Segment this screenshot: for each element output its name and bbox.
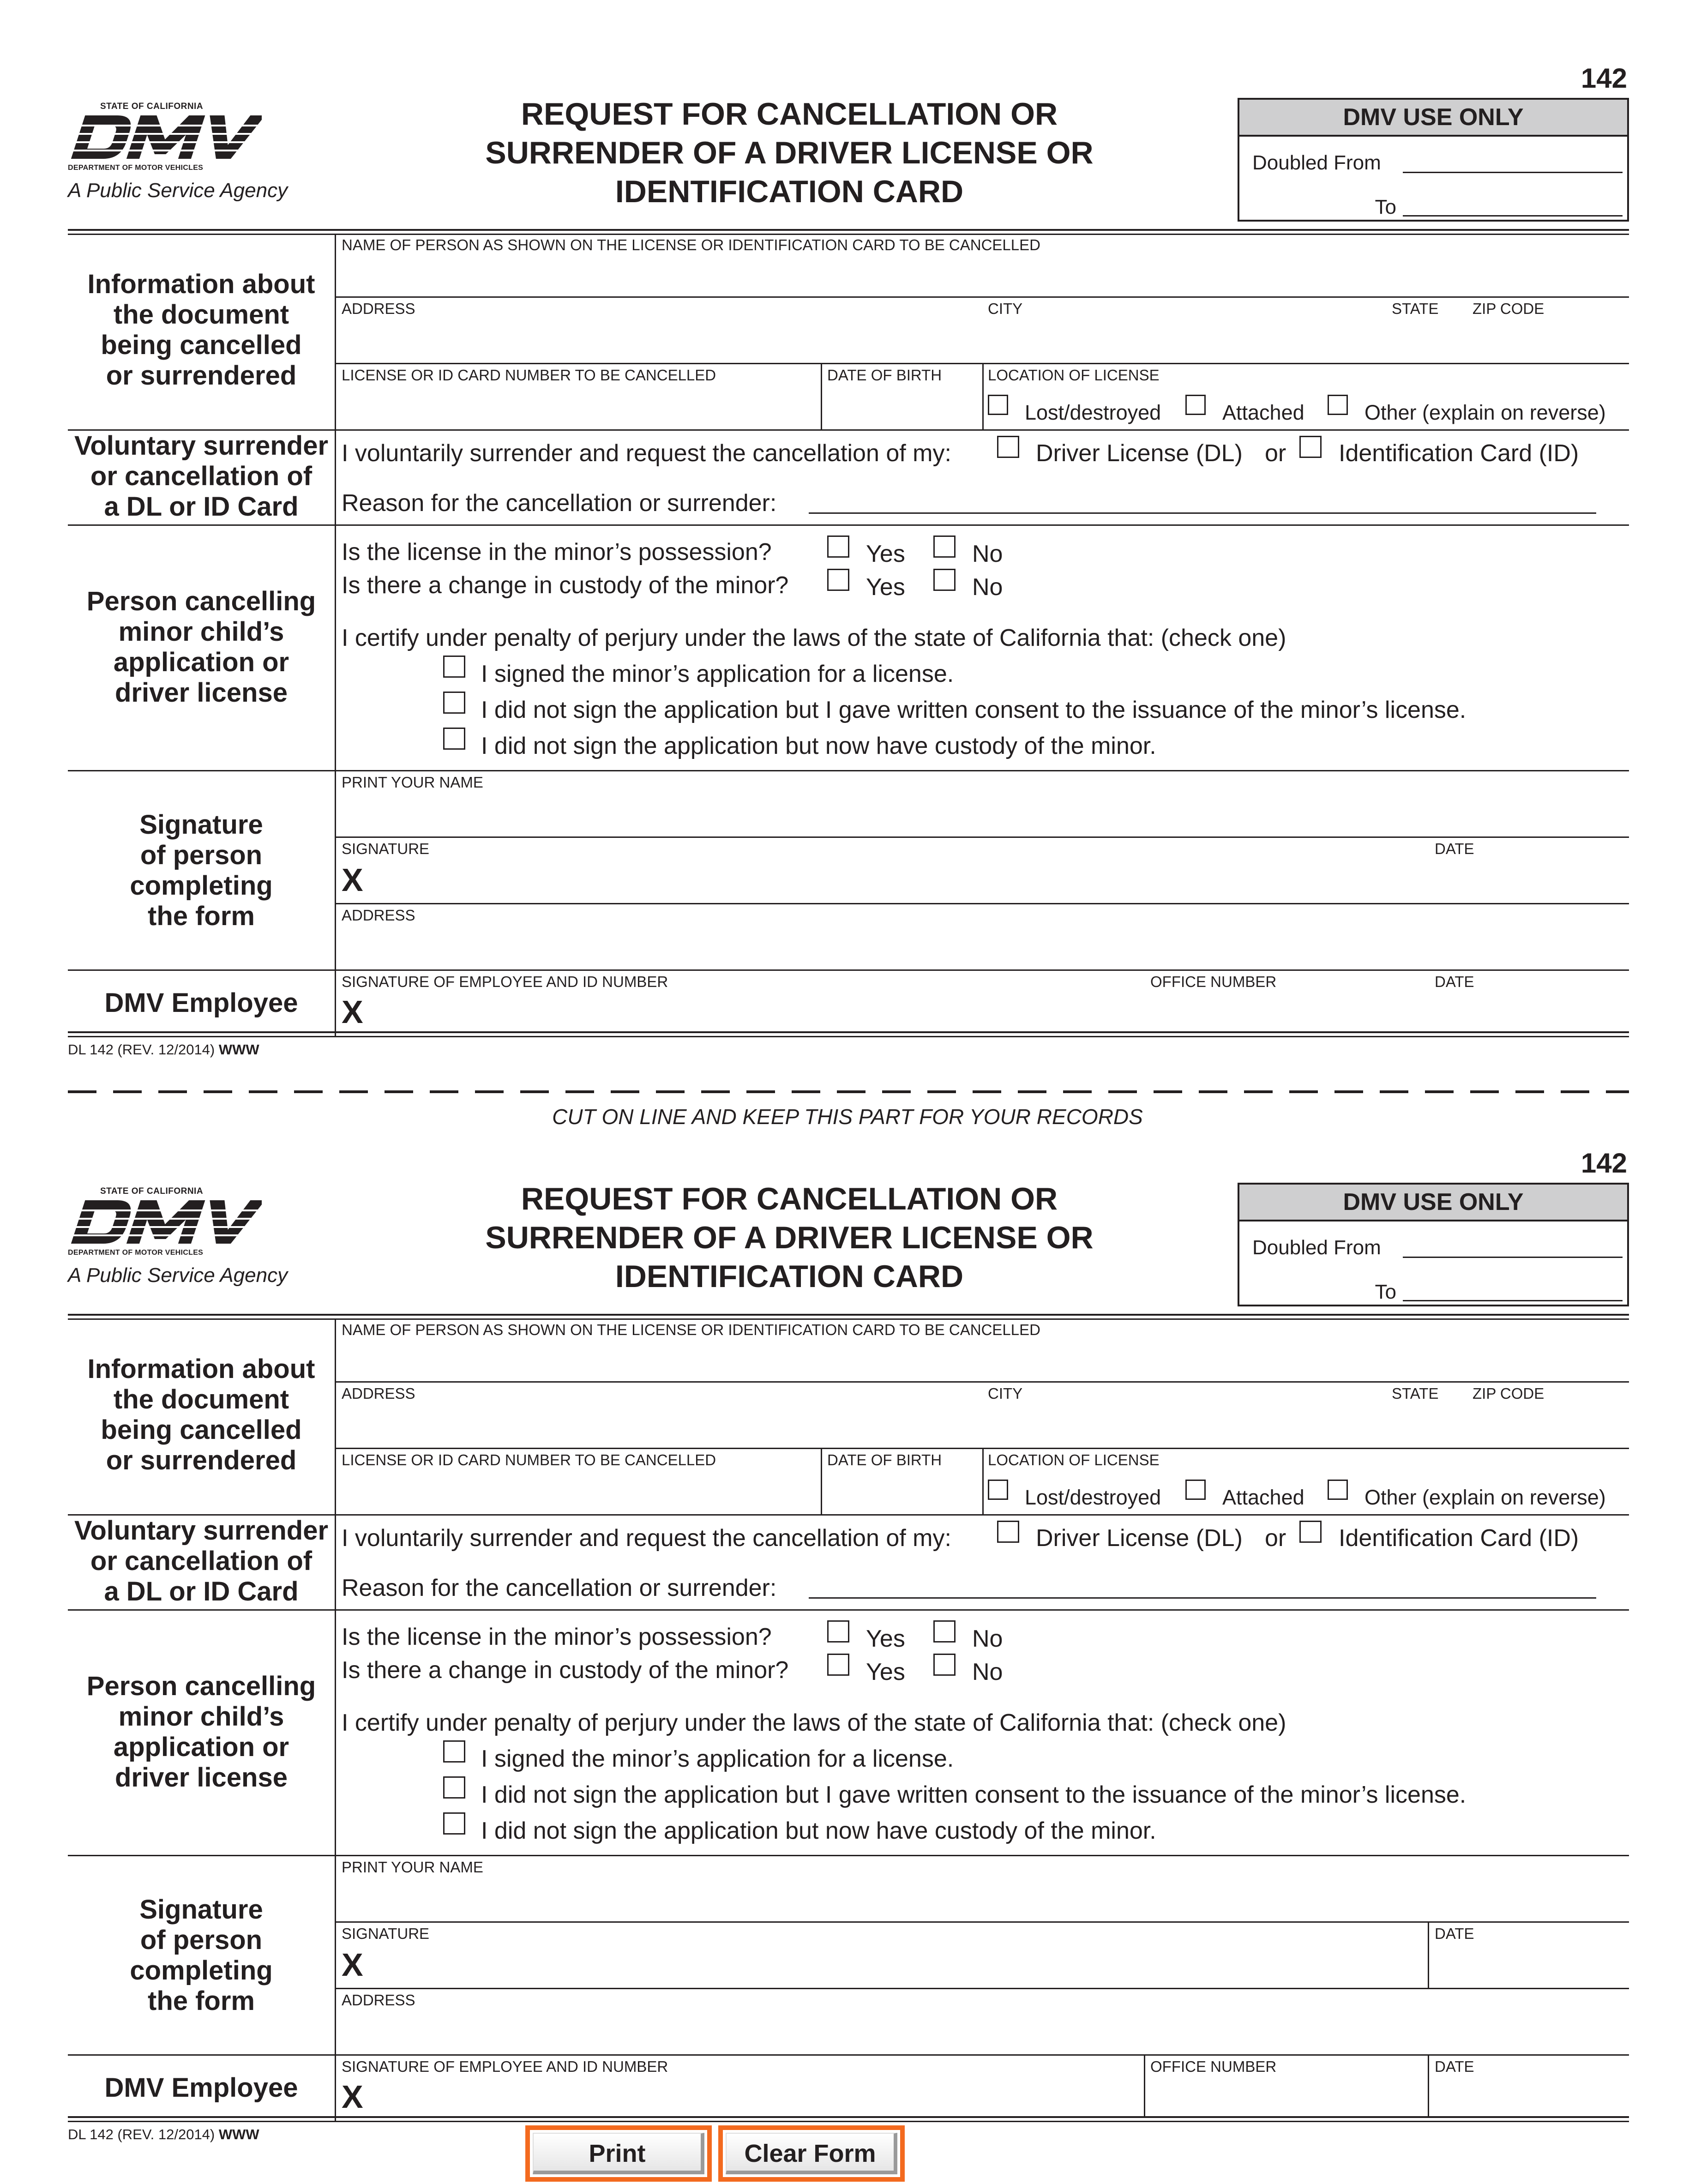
divider [821,1448,822,1514]
certify-option-3-checkbox[interactable] [443,1812,465,1835]
dmv-logo [68,1186,326,1288]
doubled-from-label: Doubled From [1252,151,1381,174]
divider [68,229,1629,231]
dmv-use-only-box [1238,1183,1629,1306]
location-label: LOCATION OF LICENSE [988,367,1160,384]
dmv-logo [68,102,326,203]
other-checkbox[interactable] [1328,395,1348,415]
state-field-label: STATE [1392,300,1439,317]
lost-destroyed-checkbox[interactable] [988,1480,1008,1500]
divider [68,1855,1629,1856]
certify-statement: I certify under penalty of perjury under the laws of the state of California that: (check one) [342,625,1286,651]
employee-signature-label: SIGNATURE OF EMPLOYEE AND ID NUMBER [342,2058,668,2075]
certify-option-2-label: I did not sign the application but I gave written consent to the issuance of the minor’s license. [481,1781,1467,1808]
dmv-use-only-header: DMV USE ONLY [1239,1185,1627,1221]
section-label-employee: DMV Employee [104,988,298,1018]
reason-label: Reason for the cancellation or surrender: [342,490,777,517]
or-text: or [1265,440,1286,467]
possession-yes-label: Yes [866,541,905,567]
divider [68,1314,1629,1316]
possession-yes-label: Yes [866,1625,905,1652]
section-label-signature: Signature of person completing the form [130,810,273,931]
or-text: or [1265,1525,1286,1552]
name-field-label: NAME OF PERSON AS SHOWN ON THE LICENSE OR IDENTIFICATION CARD TO BE CANCELLED [342,236,1040,253]
office-number-label: OFFICE NUMBER [1150,2058,1277,2075]
possession-yes-checkbox[interactable] [827,1620,849,1643]
other-checkbox[interactable] [1328,1480,1348,1500]
doubled-from-line[interactable] [1403,172,1623,173]
form-title: REQUEST FOR CANCELLATION OR SURRENDER OF A DRIVER LICENSE OR IDENTIFICATION CARD [485,1181,1094,1294]
reason-label: Reason for the cancellation or surrender: [342,1575,777,1601]
revision-text: DL 142 (REV. 12/2014) WWW [68,1041,259,1058]
divider [1144,2054,1145,2116]
name-field[interactable] [335,296,1629,298]
possession-no-checkbox[interactable] [933,1620,956,1643]
to-label: To [1375,1281,1396,1303]
divider [68,2121,1629,2122]
possession-yes-checkbox[interactable] [827,535,849,558]
certify-statement: I certify under penalty of perjury under the laws of the state of California that: (check one) [342,1709,1286,1736]
employee-x-mark: X [342,2079,363,2115]
state-field-label: STATE [1392,1385,1439,1402]
id-card-checkbox[interactable] [1299,1521,1322,1543]
certify-option-1-checkbox[interactable] [443,1740,465,1763]
employee-date-label: DATE [1435,2058,1474,2075]
other-label: Other (explain on reverse) [1364,1486,1606,1509]
divider [68,2116,1629,2118]
signature-field[interactable] [335,903,1629,904]
dob-label: DATE OF BIRTH [827,367,942,384]
divider [821,363,822,429]
id-card-label: Identification Card (ID) [1339,1525,1579,1552]
section-label-employee: DMV Employee [104,2073,298,2103]
certify-option-2-checkbox[interactable] [443,1776,465,1799]
signature-label: SIGNATURE [342,840,430,857]
custody-no-label: No [972,1659,1003,1685]
signature-address-label: ADDRESS [342,907,415,924]
certify-option-1-checkbox[interactable] [443,656,465,678]
dob-label: DATE OF BIRTH [827,1451,942,1468]
attached-label: Attached [1222,1486,1304,1509]
divider [68,770,1629,771]
driver-license-checkbox[interactable] [997,1521,1019,1543]
signature-address-label: ADDRESS [342,1991,415,2009]
divider [68,1318,1629,1320]
to-label: To [1375,196,1396,218]
lost-destroyed-label: Lost/destroyed [1025,1486,1161,1509]
lost-destroyed-label: Lost/destroyed [1025,401,1161,424]
divider [68,234,1629,235]
section-label-info: Information about the document being cancelled or surrendered [87,1354,315,1475]
logo-state-text: STATE OF CALIFORNIA [100,102,204,111]
certify-option-3-label: I did not sign the application but now have custody of the minor. [481,733,1156,759]
certify-option-3-checkbox[interactable] [443,728,465,750]
divider [68,524,1629,526]
dmv-use-only-header: DMV USE ONLY [1239,100,1627,137]
revision-text: DL 142 (REV. 12/2014) WWW [68,2126,259,2142]
custody-change-question: Is there a change in custody of the minor? [342,572,789,599]
form-number: 142 [1581,1148,1627,1179]
print-button[interactable]: Print [525,2125,712,2182]
clear-form-button[interactable]: Clear Form [718,2125,905,2182]
divider [68,969,1629,971]
reason-field[interactable] [809,512,1596,514]
logo-dept-text: DEPARTMENT OF MOTOR VEHICLES [68,1249,204,1257]
doubled-from-label: Doubled From [1252,1236,1381,1259]
employee-x-mark: X [342,994,363,1030]
to-line[interactable] [1403,1300,1623,1301]
possession-no-label: No [972,1625,1003,1652]
cut-note: CUT ON LINE AND KEEP THIS PART FOR YOUR RECORDS [552,1105,1143,1129]
possession-no-checkbox[interactable] [933,535,956,558]
address-field-label: ADDRESS [342,1385,415,1402]
custody-yes-label: Yes [866,574,905,601]
license-number-label: LICENSE OR ID CARD NUMBER TO BE CANCELLED [342,1451,716,1468]
section-label-voluntary: Voluntary surrender or cancellation of a DL or ID Card [74,1516,329,1606]
employee-signature-label: SIGNATURE OF EMPLOYEE AND ID NUMBER [342,973,668,990]
agency-tagline: A Public Service Agency [68,1264,288,1287]
address-field[interactable] [335,1448,1629,1449]
name-field-label: NAME OF PERSON AS SHOWN ON THE LICENSE OR IDENTIFICATION CARD TO BE CANCELLED [342,1321,1040,1338]
driver-license-label: Driver License (DL) [1036,440,1243,467]
signature-label: SIGNATURE [342,1925,430,1942]
section-label-voluntary: Voluntary surrender or cancellation of a DL or ID Card [74,431,329,522]
print-name-field[interactable] [335,836,1629,838]
divider [1428,2054,1429,2116]
location-label: LOCATION OF LICENSE [988,1451,1160,1468]
other-label: Other (explain on reverse) [1364,401,1606,424]
dmv-logo-icon [68,1197,262,1247]
certify-option-1-label: I signed the minor’s application for a license. [481,1745,954,1772]
attached-label: Attached [1222,401,1304,424]
divider [982,363,984,429]
signature-date-label: DATE [1435,840,1474,857]
minor-possession-question: Is the license in the minor’s possession? [342,539,772,566]
logo-dept-text: DEPARTMENT OF MOTOR VEHICLES [68,164,204,172]
form-number: 142 [1581,63,1627,94]
custody-no-label: No [972,574,1003,601]
label-column-divider [335,234,336,1037]
signature-date-label: DATE [1435,1925,1474,1942]
voluntary-statement: I voluntarily surrender and request the cancellation of my: [342,440,951,467]
signature-x-mark: X [342,862,363,898]
zip-field-label: ZIP CODE [1473,300,1545,317]
certify-option-2-label: I did not sign the application but I gave written consent to the issuance of the minor’s license. [481,697,1467,723]
custody-no-checkbox[interactable] [933,1654,956,1676]
possession-no-label: No [972,541,1003,567]
office-number-label: OFFICE NUMBER [1150,973,1277,990]
custody-change-question: Is there a change in custody of the minor? [342,1657,789,1684]
divider [68,1031,1629,1033]
id-card-checkbox[interactable] [1299,436,1322,458]
divider [68,2054,1629,2056]
section-label-minor: Person cancelling minor child’s application or driver license [86,586,316,708]
dmv-use-only-box [1238,98,1629,222]
custody-no-checkbox[interactable] [933,569,956,591]
dmv-logo-icon [68,112,262,162]
divider [68,1036,1629,1037]
logo-state-text: STATE OF CALIFORNIA [100,1186,204,1196]
name-field[interactable] [335,1381,1629,1383]
label-column-divider [335,1318,336,2122]
minor-possession-question: Is the license in the minor’s possession? [342,1624,772,1650]
print-name-label: PRINT YOUR NAME [342,1859,483,1876]
form-title: REQUEST FOR CANCELLATION OR SURRENDER OF A DRIVER LICENSE OR IDENTIFICATION CARD [485,96,1094,209]
form-copy-2 [0,1085,1695,2170]
id-card-label: Identification Card (ID) [1339,440,1579,467]
driver-license-label: Driver License (DL) [1036,1525,1243,1552]
section-label-info: Information about the document being cancelled or surrendered [87,269,315,391]
signature-field[interactable] [335,1988,1629,1989]
certify-option-1-label: I signed the minor’s application for a license. [481,661,954,687]
employee-date-label: DATE [1435,973,1474,990]
lost-destroyed-checkbox[interactable] [988,395,1008,415]
reason-field[interactable] [809,1597,1596,1599]
signature-x-mark: X [342,1947,363,1983]
doubled-from-line[interactable] [1403,1257,1623,1258]
attached-checkbox[interactable] [1185,1480,1206,1500]
city-field-label: CITY [988,300,1023,317]
zip-field-label: ZIP CODE [1473,1385,1545,1402]
to-line[interactable] [1403,215,1623,217]
divider [68,1609,1629,1611]
certify-option-2-checkbox[interactable] [443,692,465,714]
certify-option-3-label: I did not sign the application but now have custody of the minor. [481,1817,1156,1844]
divider [1428,1921,1429,1988]
form-copy-1 [0,0,1695,1085]
agency-tagline: A Public Service Agency [68,179,288,202]
divider [982,1448,984,1514]
driver-license-checkbox[interactable] [997,436,1019,458]
print-name-field[interactable] [335,1921,1629,1923]
custody-yes-label: Yes [866,1659,905,1685]
attached-checkbox[interactable] [1185,395,1206,415]
section-label-minor: Person cancelling minor child’s application or driver license [86,1671,316,1793]
custody-yes-checkbox[interactable] [827,1654,849,1676]
voluntary-statement: I voluntarily surrender and request the cancellation of my: [342,1525,951,1552]
license-number-label: LICENSE OR ID CARD NUMBER TO BE CANCELLED [342,367,716,384]
print-name-label: PRINT YOUR NAME [342,774,483,791]
custody-yes-checkbox[interactable] [827,569,849,591]
address-field-label: ADDRESS [342,300,415,317]
city-field-label: CITY [988,1385,1023,1402]
section-label-signature: Signature of person completing the form [130,1895,273,2016]
address-field[interactable] [335,363,1629,364]
